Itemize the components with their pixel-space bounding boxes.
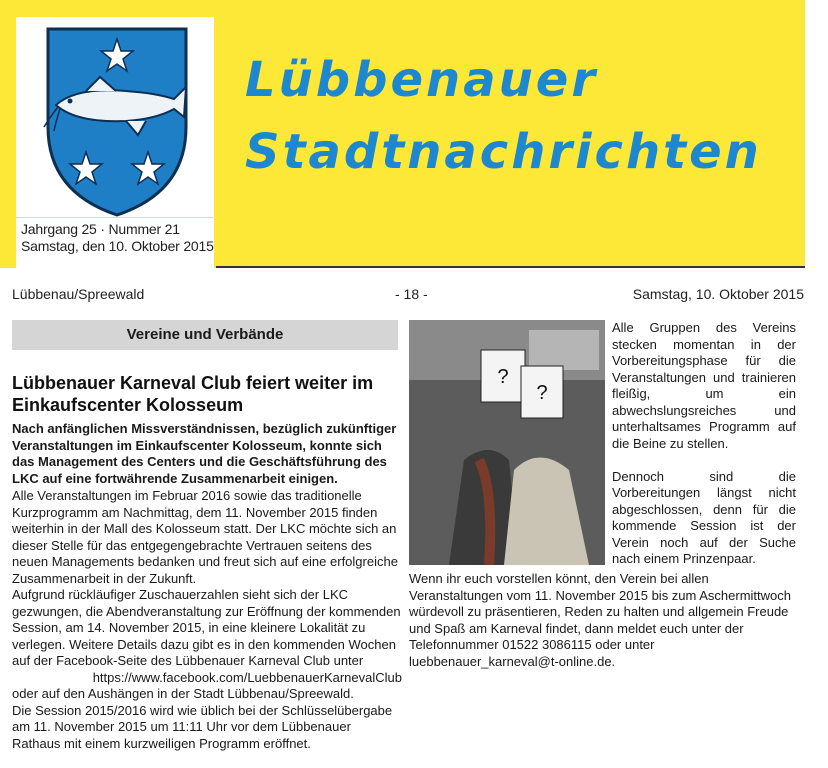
email-link[interactable]: luebbenauer_karneval@t-online.de.	[409, 653, 616, 669]
right-paragraph-2: Dennoch sind die Vorbereitungen längst nicht abgeschlossen, denn für die kommende Session ist der Verein noch auf der Suche nach einem Prinzenpaar.	[612, 468, 796, 566]
masthead	[0, 0, 805, 268]
right-paragraph-1: Alle Gruppen des Vereins stecken momentan in der Vorbereitungsphase für die Veranstaltungen und trainieren fleißig, um ein abwechslungsreiches und unterhaltsames Programm auf die Beine zu stellen.	[612, 320, 796, 451]
section-heading: Vereine und Verbände	[12, 320, 398, 350]
issue-volume: Jahrgang 25 · Nummer 21	[21, 221, 180, 237]
article-paragraph-2-end: oder auf den Aushängen in der Stadt Lübbenau/Spreewald.	[12, 686, 354, 701]
question-mark-2: ?	[536, 382, 548, 404]
page-number: - 18 -	[395, 286, 428, 302]
masthead-title-line1: Lübbenauer	[245, 52, 598, 108]
issue-info	[16, 218, 214, 268]
article-paragraph-2: Aufgrund rückläufiger Zuschauerzahlen sieht sich der LKC gezwungen, die Abendveranstaltung zur Eröffnung der kommenden Session, am 14. November 2015, in eine kleinere Lokalität zu verlegen. Weitere Details dazu gibt es in den kommenden Wochen auf der Facebook-Seite des Lübbenauer Karneval Club unter	[12, 587, 401, 668]
article-right-bottom	[409, 571, 799, 670]
masthead-title-line2: Stadtnachrichten	[245, 124, 762, 180]
article-right-column	[612, 320, 796, 568]
question-mark-1: ?	[497, 366, 509, 388]
issue-date: Samstag, den 10. Oktober 2015	[21, 238, 214, 254]
article-paragraph-3: Die Session 2015/2016 wird wie üblich bei der Schlüsselübergabe am 11. November 2015 um 11:11 Uhr vor dem Lübbenauer Rathaus mit einem kurzweiligen Programm eröffnet.	[12, 702, 393, 751]
page-header-date: Samstag, 10. Oktober 2015	[632, 286, 804, 302]
article-paragraph-1: Alle Veranstaltungen im Februar 2016 sowie das traditionelle Kurzprogramm am Nachmittag, dem 11. November 2015 finden weiterhin in der Mall des Kolosseum statt. Der LKC möchte sich an dieser Stelle für das entgegengebrachte Vertrauen seitens des neuen Managements bedanken und freut sich auf eine erfolgreiche Zusammenarbeit in der Zukunft.	[12, 488, 398, 586]
coat-of-arms-icon	[16, 17, 214, 217]
facebook-link[interactable]: https://www.facebook.com/LuebbenauerKarnevalClub	[92, 669, 402, 685]
article-lead: Nach anfänglichen Missverständnissen, bezüglich zukünftiger Veranstaltungen im Einkaufscenter Kolosseum, konnte sich das Management des Centers und die Geschäftsführung des LKC auf eine fortwährende Zusammenarbeit einigen.	[12, 421, 397, 486]
masthead-divider	[216, 266, 805, 268]
page-header-location: Lübbenau/Spreewald	[12, 286, 145, 302]
article-photo	[409, 320, 605, 565]
right-paragraph-3: Wenn ihr euch vorstellen könnt, den Verein bei allen Veranstaltungen vom 11. November 2015 bis zum Aschermittwoch würdevoll zu präsentieren, Reden zu halten und allgemein Freude und Spaß am Karneval findet, dann meldet euch unter der Telefonnummer 01522 3086115 oder unter	[409, 571, 792, 652]
article-headline: Lübbenauer Karneval Club feiert weiter im Einkaufscenter Kolosseum	[12, 373, 374, 415]
article-body	[12, 488, 402, 752]
